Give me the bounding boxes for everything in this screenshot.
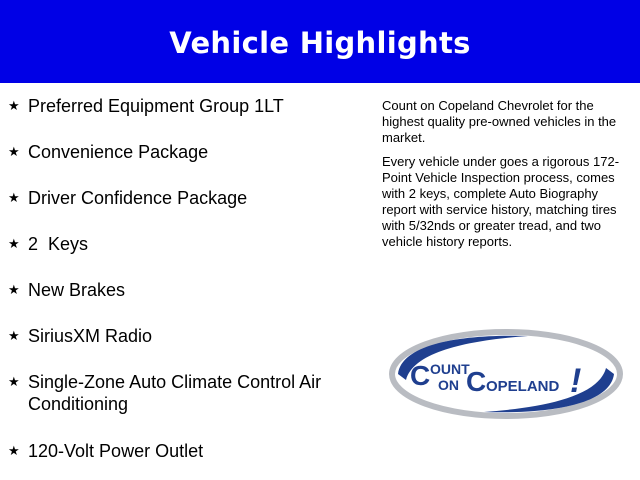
feature-label: Preferred Equipment Group 1LT bbox=[28, 96, 284, 116]
star-icon: ★ bbox=[8, 328, 20, 343]
feature-list bbox=[8, 95, 358, 462]
svg-text:!: ! bbox=[570, 362, 582, 400]
svg-text:ON: ON bbox=[438, 377, 459, 393]
dealer-description bbox=[382, 98, 632, 258]
feature-label: Convenience Package bbox=[28, 142, 209, 162]
star-icon: ★ bbox=[8, 374, 20, 389]
feature-label: Driver Confidence Package bbox=[28, 188, 248, 208]
feature-item bbox=[8, 371, 338, 415]
star-icon: ★ bbox=[8, 282, 20, 297]
feature-item bbox=[8, 95, 358, 117]
star-icon: ★ bbox=[8, 98, 20, 113]
feature-label: 2 Keys bbox=[28, 234, 89, 254]
star-icon: ★ bbox=[8, 236, 20, 251]
feature-label: SiriusXM Radio bbox=[28, 326, 153, 346]
feature-item bbox=[8, 279, 358, 301]
feature-label: New Brakes bbox=[28, 280, 126, 300]
count-on-copeland-logo bbox=[388, 328, 624, 420]
star-icon: ★ bbox=[8, 443, 20, 458]
page-title: Vehicle Highlights bbox=[169, 25, 471, 60]
feature-item bbox=[8, 187, 358, 209]
feature-label: 120-Volt Power Outlet bbox=[28, 441, 204, 461]
star-icon: ★ bbox=[8, 144, 20, 159]
svg-text:OPELAND: OPELAND bbox=[486, 378, 560, 395]
star-icon: ★ bbox=[8, 190, 20, 205]
svg-text:C: C bbox=[466, 366, 487, 397]
svg-text:OUNT: OUNT bbox=[430, 361, 470, 377]
description-paragraph: Count on Copeland Chevrolet for the highest quality pre-owned vehicles in the market. bbox=[382, 98, 617, 145]
feature-item bbox=[8, 141, 358, 163]
feature-item bbox=[8, 233, 358, 255]
svg-text:C: C bbox=[410, 360, 431, 391]
header-banner bbox=[0, 0, 640, 83]
feature-label: Single-Zone Auto Climate Control Air Conditioning bbox=[28, 372, 322, 414]
logo-graphic bbox=[388, 328, 624, 420]
feature-item bbox=[8, 325, 358, 347]
feature-item bbox=[8, 440, 358, 462]
description-paragraph: Every vehicle under goes a rigorous 172-Point Vehicle Inspection process, comes with 2 keys, complete Auto Biography report with service history, matching tires with 5/32nds or greater tread, and two vehicle history reports. bbox=[382, 154, 620, 249]
